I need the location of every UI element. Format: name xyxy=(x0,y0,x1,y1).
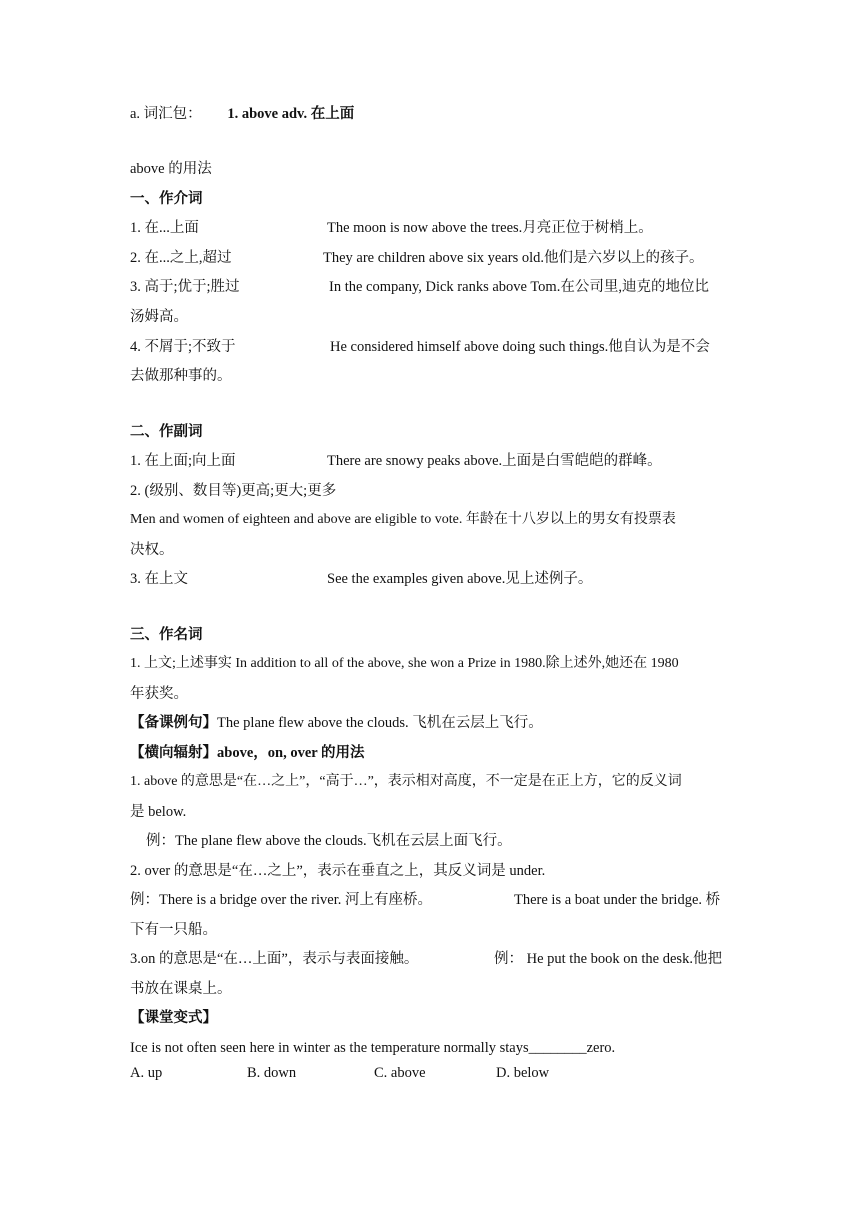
noun-item-1-wrap: 年获奖。 xyxy=(130,686,188,702)
noun-item-1: 1. 上文;上述事实 In addition to all of the above, she won a Prize in 1980.除上述外,她还在 1980 xyxy=(130,656,679,671)
adv-item-1-meaning: 1. 在上面;向上面 xyxy=(130,453,236,469)
prep-item-1-example: The moon is now above the trees.月亮正位于树梢上。 xyxy=(327,220,653,236)
prep-item-2-example: They are children above six years old.他们是六岁以上的孩子。 xyxy=(323,250,704,266)
radiation-p1-wrap: 是 below. xyxy=(130,804,187,820)
example-sentence-label: 【备课例句】 xyxy=(130,715,217,731)
radiation-p2: 2. over 的意思是“在…之上”，表示在垂直之上，其反义词是 under. xyxy=(130,863,546,879)
prep-item-4-wrap: 去做那种事的。 xyxy=(130,368,232,384)
exercise-question: Ice is not often seen here in winter as the temperature normally stays________zero. xyxy=(130,1040,616,1056)
prep-item-3-example: In the company, Dick ranks above Tom.在公司里,迪克的地位比 xyxy=(329,279,709,295)
radiation-p3-wrap: 书放在课桌上。 xyxy=(130,981,232,997)
adv-item-1-example: There are snowy peaks above.上面是白雪皑皑的群峰。 xyxy=(327,453,662,469)
prep-item-4-example: He considered himself above doing such things.他自认为是不会 xyxy=(330,339,710,355)
prep-item-3-meaning: 3. 高于;优于;胜过 xyxy=(130,279,240,295)
prep-heading: 一、作介词 xyxy=(130,191,203,207)
radiation-p3-a: 3.on 的意思是“在…上面”，表示与表面接触。 xyxy=(130,951,419,967)
option-b: B. down xyxy=(247,1065,297,1081)
exercise-label: 【课堂变式】 xyxy=(130,1010,217,1026)
prep-item-4-meaning: 4. 不屑于;不致于 xyxy=(130,339,236,355)
adv-heading: 二、作副词 xyxy=(130,424,203,440)
prep-item-3-wrap: 汤姆高。 xyxy=(130,309,188,325)
noun-heading: 三、作名词 xyxy=(130,627,203,643)
vocab-line xyxy=(130,105,732,123)
vocab-prefix: a. 词汇包： xyxy=(130,106,202,122)
prep-item-1-meaning: 1. 在...上面 xyxy=(130,220,199,236)
radiation-p1-example: 例：The plane flew above the clouds.飞机在云层上面飞行。 xyxy=(146,833,512,849)
option-d: D. below xyxy=(496,1065,550,1081)
radiation-p2-example-a: 例：There is a bridge over the river. 河上有座桥。 xyxy=(130,892,433,908)
adv-item-3-meaning: 3. 在上文 xyxy=(130,571,188,587)
example-sentence-text: The plane flew above the clouds. 飞机在云层上飞行。 xyxy=(217,715,543,731)
radiation-p2-example-b: There is a boat under the bridge. 桥 xyxy=(514,892,721,908)
adv-item-2-example: Men and women of eighteen and above are eligible to vote. 年龄在十八岁以上的男女有投票表 xyxy=(130,512,676,527)
radiation-label: 【横向辐射】above，on, over 的用法 xyxy=(130,745,365,761)
radiation-p2-wrap: 下有一只船。 xyxy=(130,922,217,938)
prep-item-2-meaning: 2. 在...之上,超过 xyxy=(130,250,232,266)
example-sentence xyxy=(130,714,732,732)
vocab-word: 1. above adv. 在上面 xyxy=(227,106,355,122)
adv-item-3-example: See the examples given above.见上述例子。 xyxy=(327,571,593,587)
adv-item-2-meaning: 2. (级别、数目等)更高;更大;更多 xyxy=(130,483,337,499)
option-c: C. above xyxy=(374,1065,426,1081)
radiation-p1: 1. above 的意思是“在…之上”，“高于…”，表示相对高度，不一定是在正上方，它的反义词 xyxy=(130,774,682,789)
radiation-p3-b: 例： He put the book on the desk.他把 xyxy=(494,951,722,967)
option-a: A. up xyxy=(130,1065,163,1081)
adv-item-2-wrap: 决权。 xyxy=(130,542,174,558)
usage-title: above 的用法 xyxy=(130,161,212,177)
